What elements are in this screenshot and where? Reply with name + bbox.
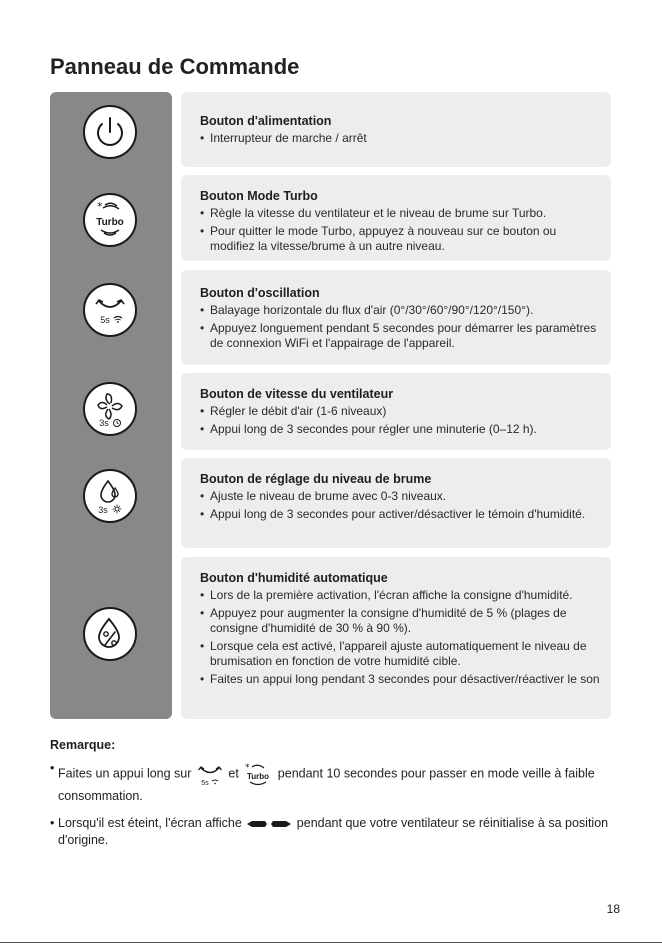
card-bullet: • Lorsque cela est activé, l'appareil ajuste automatiquement le niveau de brumisation en fonction de votre humidité cible. (200, 639, 603, 669)
oscillation-icon-label: 5s (201, 780, 209, 787)
card-bullet: • Appui long de 3 secondes pour activer/désactiver le témoin d'humidité. (200, 507, 603, 522)
svg-text:*: * (245, 763, 250, 773)
remark-note-reset (50, 815, 610, 849)
page-title: Panneau de Commande (50, 54, 300, 79)
card-title: Bouton d'oscillation (200, 286, 320, 300)
control-card-fan-speed (181, 373, 611, 450)
control-card-mist-level (181, 458, 611, 548)
oscillation-icon-label: 5s (100, 315, 110, 325)
card-bullet: • Ajuste le niveau de brume avec 0-3 niveaux. (200, 489, 603, 504)
power-button-icon (83, 105, 137, 159)
remark-text: Faites un appui long sur (58, 766, 192, 781)
reset-indicator-icon (245, 819, 293, 829)
remark-text: pendant 10 secondes pour passer en mode veille à faible consommation. (58, 766, 595, 803)
card-bullet: • Régler le débit d'air (1-6 niveaux) (200, 404, 603, 419)
auto-humidity-button-icon (83, 607, 137, 661)
remark-text: et (228, 766, 239, 781)
control-card-auto-humidity (181, 557, 611, 719)
turbo-icon-label: Turbo (247, 772, 270, 781)
remark-section (50, 738, 610, 859)
card-title: Bouton d'humidité automatique (200, 571, 388, 585)
fan-speed-icon-label: 3s (99, 418, 109, 428)
oscillation-icon (85, 285, 135, 335)
card-bullet: • Balayage horizontale du flux d'air (0°/30°/60°/90°/120°/150°). (200, 303, 603, 318)
card-title: Bouton Mode Turbo (200, 189, 318, 203)
card-bullet: • Faites un appui long pendant 3 secondes pour désactiver/réactiver le son (200, 672, 603, 687)
card-bullet: • Règle la vitesse du ventilateur et le niveau de brume sur Turbo. (200, 206, 603, 221)
oscillation-button-icon (83, 283, 137, 337)
card-bullet: • Appuyez pour augmenter la consigne d'humidité de 5 % (plages de consigne d'humidité de 30 % à 90 %). (200, 606, 603, 636)
remark-text: Lorsqu'il est éteint, l'écran affiche (58, 816, 242, 830)
svg-text:*: * (97, 200, 103, 213)
mist-level-button-icon (83, 469, 137, 523)
card-bullet: • Lors de la première activation, l'écran affiche la consigne d'humidité. (200, 588, 603, 603)
control-icons-panel (50, 92, 172, 719)
control-card-turbo (181, 175, 611, 261)
page-number: 18 (606, 902, 620, 916)
card-title: Bouton d'alimentation (200, 114, 332, 128)
fan-speed-icon (85, 384, 135, 434)
card-bullet: • Interrupteur de marche / arrêt (200, 131, 603, 146)
bottom-divider (0, 942, 662, 943)
card-bullet: • Appuyez longuement pendant 5 secondes pour démarrer les paramètres de connexion WiFi et l'appairage de l'appareil. (200, 321, 603, 351)
turbo-icon (242, 760, 274, 788)
card-title: Bouton de vitesse du ventilateur (200, 387, 394, 401)
control-card-oscillation (181, 270, 611, 365)
remark-title: Remarque: (50, 738, 116, 752)
mist-level-icon (85, 471, 135, 521)
remark-note-standby (50, 760, 610, 805)
turbo-icon-label: Turbo (96, 217, 124, 228)
oscillation-icon (195, 761, 225, 787)
control-card-power (181, 92, 611, 167)
card-bullet: • Appui long de 3 secondes pour régler une minuterie (0–12 h). (200, 422, 603, 437)
turbo-button-icon (83, 193, 137, 247)
card-bullet: • Pour quitter le mode Turbo, appuyez à nouveau sur ce bouton ou modifiez la vitesse/brume à un autre niveau. (200, 224, 603, 254)
remark-text: pendant que votre ventilateur se réinitialise à sa position d'origine. (58, 816, 609, 847)
turbo-icon (85, 195, 135, 245)
fan-speed-button-icon (83, 382, 137, 436)
auto-humidity-icon (85, 609, 135, 659)
mist-level-icon-label: 3s (98, 505, 108, 515)
card-title: Bouton de réglage du niveau de brume (200, 472, 432, 486)
power-icon (85, 107, 135, 157)
